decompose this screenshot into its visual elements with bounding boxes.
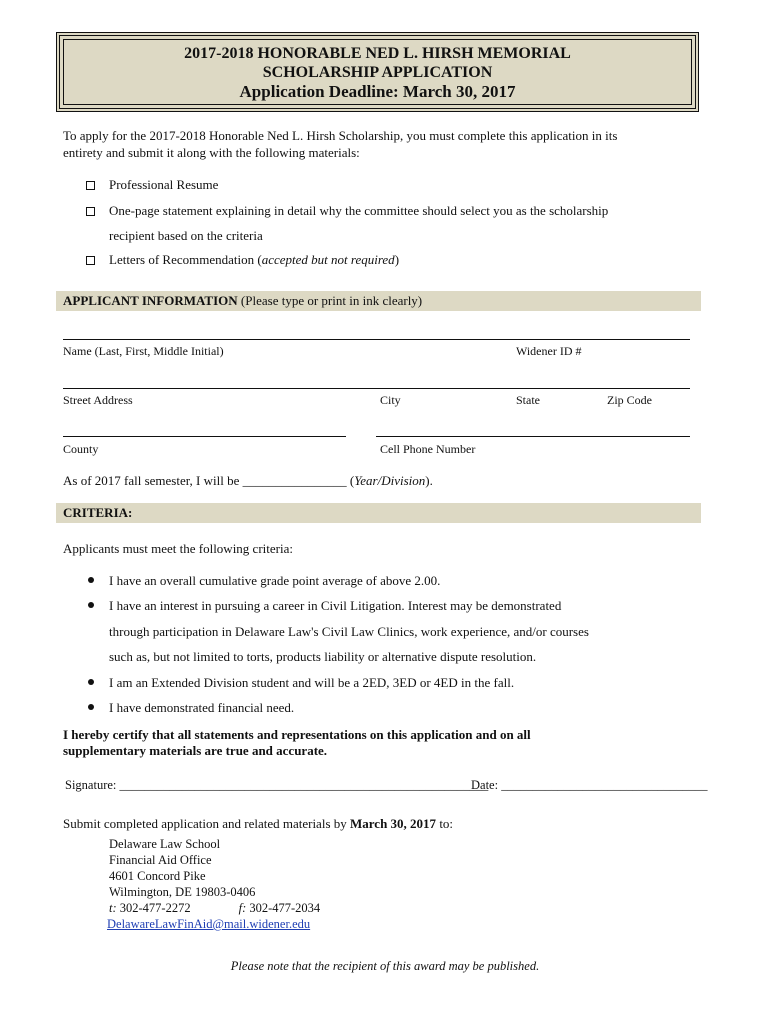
checkbox-bullet-icon: [86, 207, 95, 216]
street-label: Street Address: [63, 393, 133, 407]
phone-number: 302-477-2272: [116, 901, 191, 915]
bullet-icon: [88, 602, 94, 608]
cell-label: Cell Phone Number: [380, 442, 476, 456]
mailing-address: [109, 836, 320, 932]
date-field[interactable]: Date: _________________________________: [471, 778, 708, 792]
criteria-header: [56, 503, 701, 523]
criteria-interest-cont1: through participation in Delaware Law's Civil Law Clinics, work experience, and/or courses: [109, 624, 589, 639]
title-deadline: Application Deadline: March 30, 2017: [239, 82, 516, 101]
intro-line-1: To apply for the 2017-2018 Honorable Ned L. Hirsh Scholarship, you must complete this application in its: [63, 128, 618, 143]
checkbox-bullet-icon: [86, 256, 95, 265]
material-statement-cont: recipient based on the criteria: [109, 228, 263, 243]
criteria-extended-division: I am an Extended Division student and will be a 2ED, 3ED or 4ED in the fall.: [109, 675, 515, 690]
county-input-line[interactable]: [63, 436, 346, 437]
phone-fax-line: t: 302-477-2272 f: 302-477-2034: [109, 901, 321, 915]
county-label: County: [63, 442, 99, 456]
certify-line-1: I hereby certify that all statements and representations on this application and on all: [63, 727, 531, 742]
city-label: City: [380, 393, 401, 407]
widener-id-label: Widener ID #: [516, 344, 582, 358]
criteria-intro: Applicants must meet the following criteria:: [63, 541, 293, 556]
material-recommendation: Letters of Recommendation (accepted but not required): [109, 252, 400, 267]
address-line-2: Financial Aid Office: [109, 853, 212, 867]
signature-field[interactable]: Signature: ___________________________________________________________: [65, 778, 489, 792]
fax-number: 302-477-2034: [246, 901, 321, 915]
address-line-4: Wilmington, DE 19803-0406: [109, 885, 256, 899]
submit-instructions: Submit completed application and related materials by March 30, 2017 to:: [63, 816, 454, 831]
name-input-line[interactable]: [63, 339, 690, 340]
checkbox-bullet-icon: [86, 181, 95, 190]
address-line-1: Delaware Law School: [109, 837, 221, 851]
bullet-icon: [88, 577, 94, 583]
certify-line-2: supplementary materials are true and accurate.: [63, 743, 328, 758]
applicant-info-note: (Please type or print in ink clearly): [237, 293, 423, 308]
applicant-info-header: [56, 291, 701, 311]
criteria-interest-cont2: such as, but not limited to torts, products liability or alternative dispute resolution.: [109, 649, 537, 664]
zip-label: Zip Code: [607, 393, 652, 407]
address-line-3: 4601 Concord Pike: [109, 869, 206, 883]
bullet-icon: [88, 679, 94, 685]
submit-deadline: March 30, 2017: [350, 816, 437, 831]
semester-line: As of 2017 fall semester, I will be ________________ (Year/Division).: [63, 473, 433, 488]
material-resume: Professional Resume: [109, 177, 219, 192]
criteria-gpa: I have an overall cumulative grade point average of above 2.00.: [109, 573, 441, 588]
cell-input-line[interactable]: [376, 436, 690, 437]
address-input-line[interactable]: [63, 388, 690, 389]
criteria-heading: CRITERIA:: [63, 505, 133, 520]
title-box: [56, 32, 699, 112]
title-line-2: SCHOLARSHIP APPLICATION: [262, 64, 493, 81]
email-link[interactable]: DelawareLawFinAid@mail.widener.edu: [107, 917, 311, 931]
footer-note: Please note that the recipient of this award may be published.: [230, 959, 540, 973]
intro-line-2: entirety and submit it along with the following materials:: [63, 145, 360, 160]
applicant-info-heading: APPLICANT INFORMATION: [63, 293, 238, 308]
criteria-financial-need: I have demonstrated financial need.: [109, 700, 295, 715]
name-label: Name (Last, First, Middle Initial): [63, 344, 224, 358]
title-line-1: 2017-2018 HONORABLE NED L. HIRSH MEMORIAL: [184, 45, 571, 62]
criteria-interest: I have an interest in pursuing a career in Civil Litigation. Interest may be demonstrated: [109, 598, 562, 613]
bullet-icon: [88, 704, 94, 710]
material-statement: One-page statement explaining in detail why the committee should select you as the scholarship: [109, 203, 609, 218]
state-label: State: [516, 393, 540, 407]
